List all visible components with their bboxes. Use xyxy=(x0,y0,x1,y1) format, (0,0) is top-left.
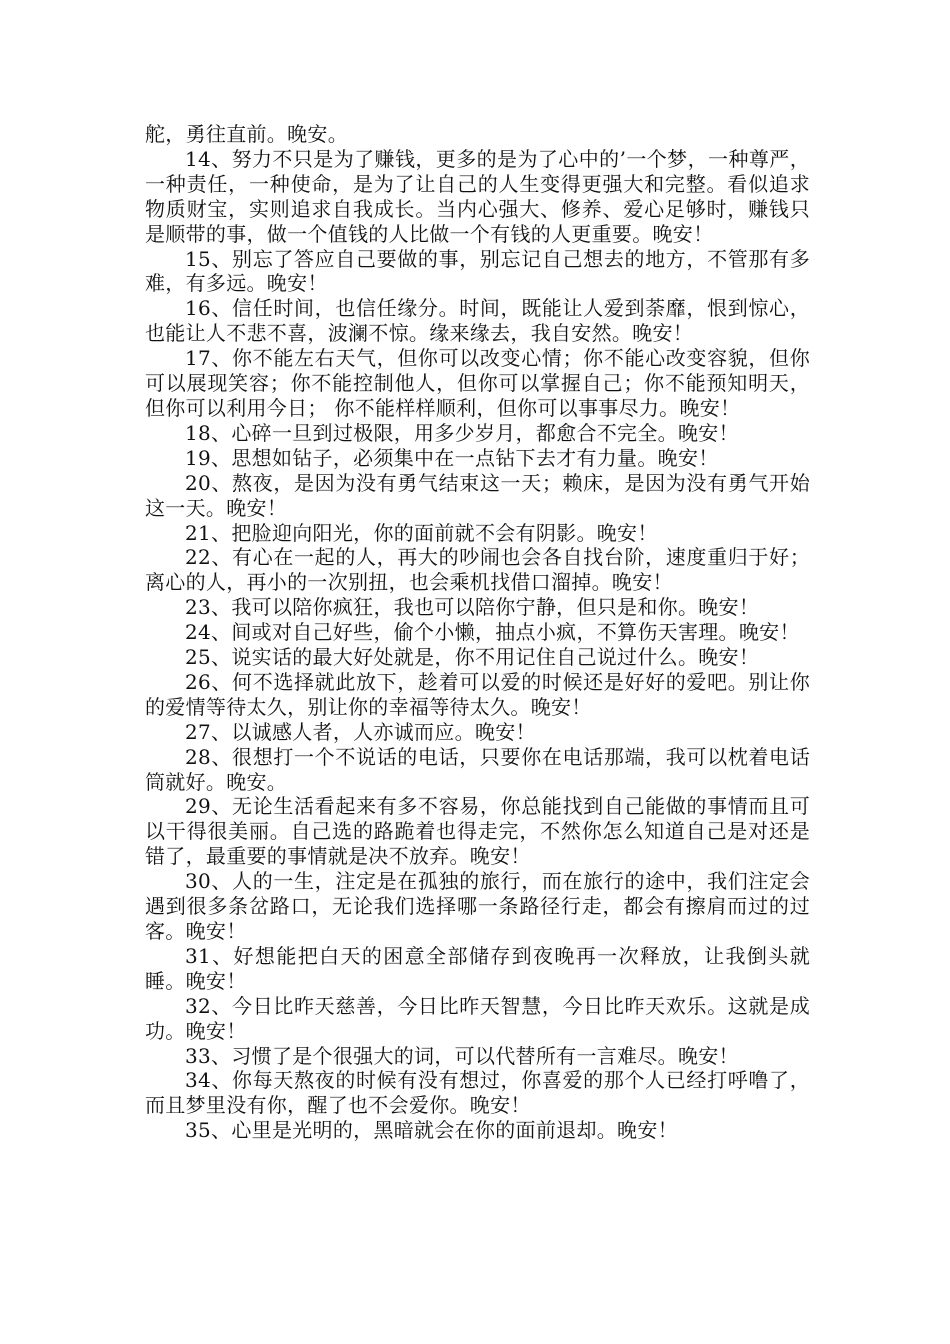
paragraph-21: 21、把脸迎向阳光，你的面前就不会有阴影。晚安！ xyxy=(185,520,658,545)
paragraph-25: 25、说实话的最大好处就是，你不用记住自己说过什么。晚安！ xyxy=(185,645,760,670)
paragraph-24: 24、间或对自己好些，偷个小懒，抽点小疯，不算伤天害理。晚安！ xyxy=(185,620,800,645)
paragraph-14: 14、努力不只是为了赚钱，更多的是为了心中的’一个梦，一种尊严，一种责任，一种使命，是为了让自己的人生变得更强大和完整。看似追求物质财宝，实则追求自我成长。当内心强大、修养、爱心足够时，赚钱只是顺带的事，做一个值钱的人比做一个有钱的人更重要。晚安！ xyxy=(145,146,810,246)
paragraph-32: 32、今日比昨天慈善，今日比昨天智慧，今日比昨天欢乐。这就是成功。晚安！ xyxy=(145,993,810,1043)
paragraph-18: 18、心碎一旦到过极限，用多少岁月，都愈合不完全。晚安！ xyxy=(185,420,739,445)
paragraph-31: 31、好想能把白天的困意全部储存到夜晚再一次释放，让我倒头就睡。晚安！ xyxy=(145,943,810,993)
paragraph-26: 26、何不选择就此放下，趁着可以爱的时候还是好好的爱吧。别让你的爱情等待太久，别让你的幸福等待太久。晚安！ xyxy=(145,669,810,719)
paragraph-22: 22、有心在一起的人，再大的吵闹也会各自找台阶，速度重归于好；离心的人，再小的一次别扭，也会乘机找借口溜掉。晚安！ xyxy=(145,545,810,595)
paragraph-27: 27、以诚感人者，人亦诚而应。晚安！ xyxy=(185,719,536,744)
paragraph-33: 33、习惯了是个很强大的词，可以代替所有一言难尽。晚安！ xyxy=(185,1043,739,1068)
paragraph-20: 20、熬夜，是因为没有勇气结束这一天；赖床，是因为没有勇气开始这一天。晚安！ xyxy=(145,470,810,520)
document-body xyxy=(145,122,810,1143)
paragraph-17: 17、你不能左右天气，但你可以改变心情；你不能心改变容貌，但你可以展现笑容；你不能控制他人，但你可以掌握自己；你不能预知明天，但你可以利用今日； 你不能样样顺利，但你可以事事尽力。晚安！ xyxy=(145,346,810,420)
paragraph-35: 35、心里是光明的，黑暗就会在你的面前退却。晚安！ xyxy=(185,1118,678,1143)
paragraph-16: 16、信任时间，也信任缘分。时间，既能让人爱到荼靡，恨到惊心，也能让人不悲不喜，波澜不惊。缘来缘去，我自安然。晚安！ xyxy=(145,296,810,346)
paragraph-28: 28、很想打一个不说话的电话，只要你在电话那端，我可以枕着电话筒就好。晚安。 xyxy=(145,744,810,794)
paragraph-15: 15、别忘了答应自己要做的事，别忘记自己想去的地方，不管那有多难，有多远。晚安！ xyxy=(145,246,810,296)
paragraph-continuation: 舵，勇往直前。晚安。 xyxy=(145,122,348,146)
paragraph-29: 29、无论生活看起来有多不容易，你总能找到自己能做的事情而且可以干得很美丽。自己选的路跪着也得走完，不然你怎么知道自己是对还是错了，最重要的事情就是决不放弃。晚安！ xyxy=(145,794,810,869)
paragraph-23: 23、我可以陪你疯狂，我也可以陪你宁静，但只是和你。晚安！ xyxy=(185,595,760,620)
paragraph-34: 34、你每天熬夜的时候有没有想过，你喜爱的那个人已经打呼噜了，而且梦里没有你，醒了也不会爱你。晚安！ xyxy=(145,1068,810,1118)
paragraph-19: 19、思想如钻子，必须集中在一点钻下去才有力量。晚安！ xyxy=(185,445,719,470)
paragraph-30: 30、人的一生，注定是在孤独的旅行，而在旅行的途中，我们注定会遇到很多条岔路口，无论我们选择哪一条路径行走，都会有擦肩而过的过客。晚安！ xyxy=(145,869,810,943)
